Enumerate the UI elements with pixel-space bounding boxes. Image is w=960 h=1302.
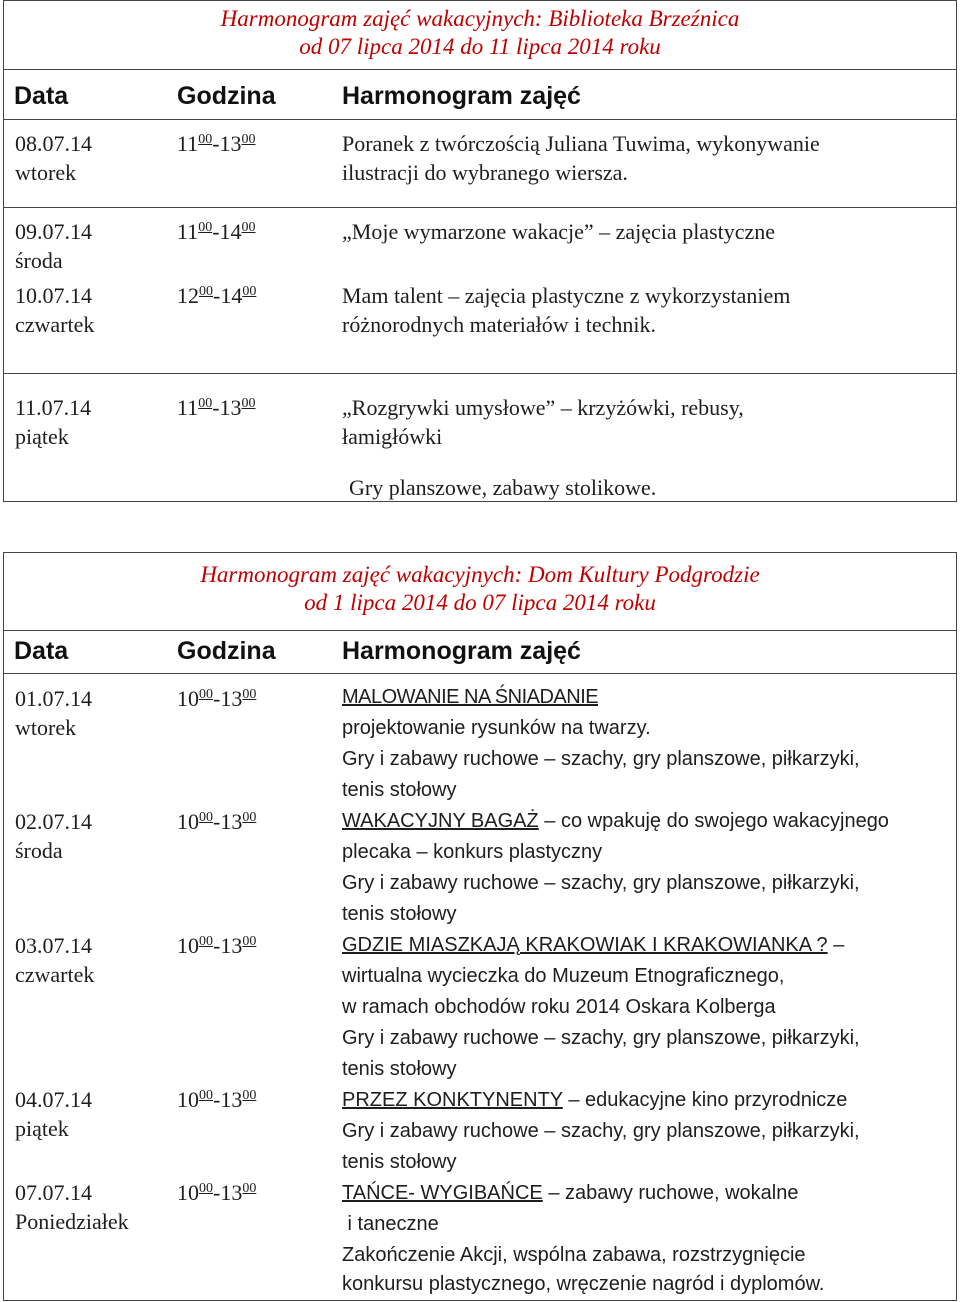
activity-line: łamigłówki: [342, 424, 443, 449]
activity-title: WAKACYJNY BAGAŻ: [342, 810, 539, 832]
activity-line: tenis stołowy: [342, 779, 457, 801]
divider: [4, 207, 956, 208]
row-day: piątek: [15, 1116, 69, 1141]
row-time: $10^{00}-13^{00}$: [177, 1180, 257, 1205]
activity-line: Poranek z twórczością Juliana Tuwima, wykonywanie: [342, 131, 820, 156]
activity-title-line: PRZEZ KONKTYNENTY – edukacyjne kino przyrodnicze: [342, 1089, 848, 1111]
row-date: 11.07.14: [15, 395, 92, 420]
column-header-time: Godzina: [177, 637, 276, 665]
divider: [4, 373, 956, 374]
activity-line: plecaka – konkurs plastyczny: [342, 841, 603, 863]
section1-title: Harmonogram zajęć wakacyjnych: Biblioteka Brzeźnica: [220, 6, 740, 31]
row-day: środa: [15, 838, 63, 863]
activity-line: Gry planszowe, zabawy stolikowe.: [349, 475, 657, 500]
row-date: 04.07.14: [15, 1087, 92, 1112]
row-day: piątek: [15, 424, 69, 449]
column-header-schedule: Harmonogram zajęć: [342, 637, 581, 665]
section2-subtitle: od 1 lipca 2014 do 07 lipca 2014 roku: [304, 590, 656, 615]
activity-line: różnorodnych materiałów i technik.: [342, 312, 657, 337]
activity-line: Gry i zabawy ruchowe – szachy, gry planszowe, piłkarzyki,: [342, 1120, 860, 1142]
activity-line: tenis stołowy: [342, 1151, 457, 1173]
row-date: 10.07.14: [15, 283, 92, 308]
activity-line: Zakończenie Akcji, wspólna zabawa, rozstrzygnięcie: [342, 1244, 806, 1266]
divider: [4, 673, 956, 674]
row-time: $10^{00}-13^{00}$: [177, 686, 257, 711]
activity-line: projektowanie rysunków na twarzy.: [342, 717, 651, 739]
row-day: środa: [15, 248, 63, 273]
divider: [4, 119, 956, 120]
activity-title-line: WAKACYJNY BAGAŻ – co wpakuję do swojego wakacyjnego: [342, 810, 889, 832]
activity-line: „Moje wymarzone wakacje” – zajęcia plastyczne: [342, 219, 776, 244]
row-day: wtorek: [15, 715, 77, 740]
column-header-time: Godzina: [177, 82, 276, 110]
row-time: $10^{00}-13^{00}$: [177, 1087, 257, 1112]
activity-title: GDZIE MIASZKAJĄ KRAKOWIAK I KRAKOWIANKA ?: [342, 934, 828, 956]
row-time: $11^{00}-13^{00}$: [177, 131, 256, 156]
activity-line: tenis stołowy: [342, 903, 457, 925]
activity-title-line: GDZIE MIASZKAJĄ KRAKOWIAK I KRAKOWIANKA ? –: [342, 934, 845, 956]
activity-title: TAŃCE- WYGIBAŃCE: [342, 1182, 543, 1204]
row-day: Poniedziałek: [15, 1209, 129, 1234]
activity-line: Gry i zabawy ruchowe – szachy, gry planszowe, piłkarzyki,: [342, 748, 860, 770]
row-date: 01.07.14: [15, 686, 92, 711]
divider: [4, 630, 956, 631]
row-time: $10^{00}-13^{00}$: [177, 933, 257, 958]
activity-line: tenis stołowy: [342, 1058, 457, 1080]
section1-subtitle: od 07 lipca 2014 do 11 lipca 2014 roku: [299, 34, 661, 59]
activity-line: konkursu plastycznego, wręczenie nagród i dyplomów.: [342, 1273, 825, 1295]
activity-line: ilustracji do wybranego wiersza.: [342, 160, 628, 185]
schedule-table-biblioteka: [3, 0, 957, 502]
activity-line: Gry i zabawy ruchowe – szachy, gry planszowe, piłkarzyki,: [342, 1027, 860, 1049]
activity-line: „Rozgrywki umysłowe” – krzyżówki, rebusy,: [342, 395, 744, 420]
row-date: 09.07.14: [15, 219, 92, 244]
activity-line: i taneczne: [342, 1213, 439, 1235]
row-day: czwartek: [15, 312, 95, 337]
schedule-table-dom-kultury: [3, 552, 957, 1301]
activity-line: w ramach obchodów roku 2014 Oskara Kolberga: [342, 996, 776, 1018]
activity-line: Mam talent – zajęcia plastyczne z wykorzystaniem: [342, 283, 791, 308]
activity-title: MALOWANIE NA ŚNIADANIE: [342, 686, 599, 708]
row-date: 03.07.14: [15, 933, 92, 958]
row-day: czwartek: [15, 962, 95, 987]
section2-title: Harmonogram zajęć wakacyjnych: Dom Kultury Podgrodzie: [200, 562, 760, 587]
divider: [4, 69, 956, 70]
activity-line: Gry i zabawy ruchowe – szachy, gry planszowe, piłkarzyki,: [342, 872, 860, 894]
row-day: wtorek: [15, 160, 77, 185]
row-date: 07.07.14: [15, 1180, 92, 1205]
row-time: $11^{00}-13^{00}$: [177, 395, 256, 420]
column-header-date: Data: [14, 637, 69, 665]
row-time: $11^{00}-14^{00}$: [177, 219, 256, 244]
row-date: 02.07.14: [15, 809, 92, 834]
activity-title-line: [342, 682, 598, 713]
activity-title: PRZEZ KONKTYNENTY: [342, 1089, 563, 1111]
activity-line: wirtualna wycieczka do Muzeum Etnograficznego,: [342, 965, 785, 987]
activity-title-line: TAŃCE- WYGIBAŃCE – zabawy ruchowe, wokalne: [342, 1182, 799, 1204]
row-time: $12^{00}-14^{00}$: [177, 283, 257, 308]
row-date: 08.07.14: [15, 131, 92, 156]
column-header-schedule: Harmonogram zajęć: [342, 82, 581, 110]
column-header-date: Data: [14, 82, 69, 110]
row-time: $10^{00}-13^{00}$: [177, 809, 257, 834]
